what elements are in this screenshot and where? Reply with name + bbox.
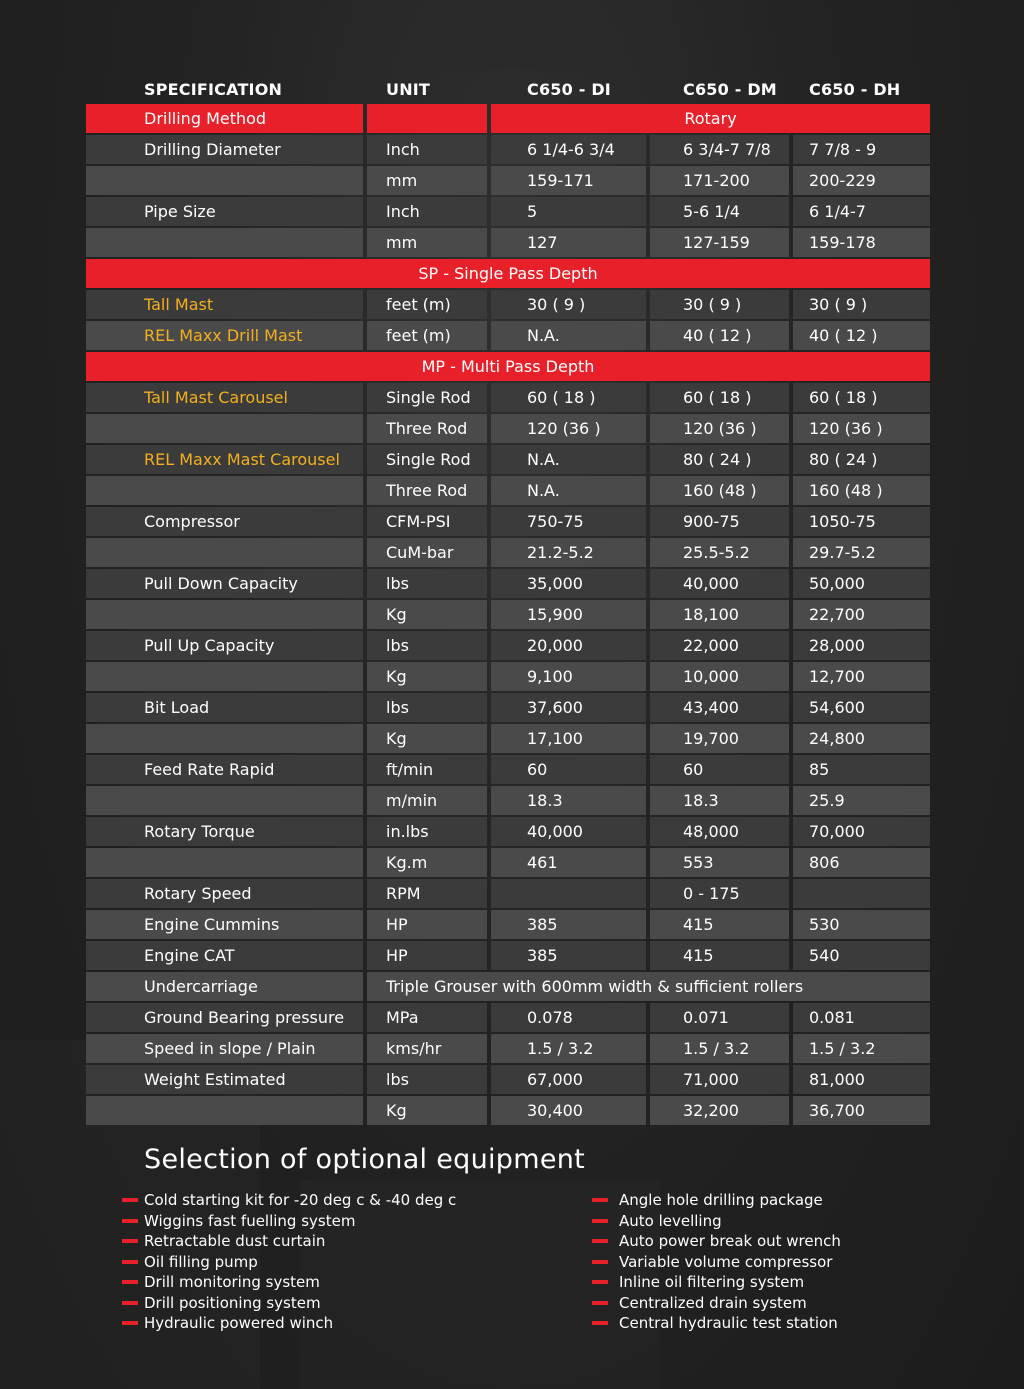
value-c650-di: 30 ( 9 ) [491,290,646,319]
spec-name [86,166,363,195]
value-c650-dh: 160 (48 ) [793,476,930,505]
value-c650-di: 35,000 [491,569,646,598]
spec-name: Pull Up Capacity [86,631,363,660]
value-c650-dh: 30 ( 9 ) [793,290,930,319]
value-c650-dm: 40,000 [650,569,789,598]
value-c650-dm: 18,100 [650,600,789,629]
value-c650-dm: 0 - 175 [650,879,789,908]
unit-cell: lbs [367,1065,487,1094]
value-c650-dm: 40 ( 12 ) [650,321,789,350]
optional-equipment-title: Selection of optional equipment [144,1144,586,1175]
table-row [86,1034,930,1065]
red-dash-bullet-icon [122,1260,138,1264]
spec-name [86,724,363,753]
spec-name: Tall Mast [86,290,363,319]
value-c650-dm: 19,700 [650,724,789,753]
unit-cell: Inch [367,135,487,164]
red-dash-bullet-icon [122,1301,138,1305]
unit-cell: feet (m) [367,321,487,350]
spec-name: Drilling Diameter [86,135,363,164]
red-dash-bullet-icon [122,1198,138,1202]
spec-name: Weight Estimated [86,1065,363,1094]
list-item-label: Wiggins fast fuelling system [144,1211,356,1230]
value-c650-dm: 5-6 1/4 [650,197,789,226]
red-dash-bullet-icon [122,1321,138,1325]
spec-name: Feed Rate Rapid [86,755,363,784]
list-item-label: Inline oil filtering system [619,1273,805,1291]
value-c650-di: 37,600 [491,693,646,722]
value-c650-di: 159-171 [491,166,646,195]
value-c650-di: N.A. [491,321,646,350]
value-c650-dm: 71,000 [650,1065,789,1094]
header-unit: UNIT [386,80,431,99]
value-c650-di: 0.078 [491,1003,646,1032]
table-row [86,724,930,755]
value-c650-di: N.A. [491,476,646,505]
spec-name: REL Maxx Mast Carousel [86,445,363,474]
list-item-label: Drill monitoring system [144,1273,320,1291]
value-c650-dm: 60 [650,755,789,784]
spec-name: Compressor [86,507,363,536]
value-c650-dh: 0.081 [793,1003,930,1032]
table-row [86,972,930,1003]
section-header: MP - Multi Pass Depth [86,352,930,381]
table-row [86,693,930,724]
unit-cell: in.lbs [367,817,487,846]
unit-cell: CFM-PSI [367,507,487,536]
value-c650-dh: 50,000 [793,569,930,598]
value-c650-di: 30,400 [491,1096,646,1125]
value-c650-dh: 540 [793,941,930,970]
value-c650-dm: 160 (48 ) [650,476,789,505]
unit-cell: Single Rod [367,445,487,474]
unit-cell: m/min [367,786,487,815]
unit-cell: Kg [367,724,487,753]
value-c650-dh: 200-229 [793,166,930,195]
value-c650-di: 60 [491,755,646,784]
value-c650-dm: 48,000 [650,817,789,846]
list-item-label: Variable volume compressor [619,1252,833,1271]
unit-cell: mm [367,228,487,257]
spec-name [86,476,363,505]
value-c650-dm: 30 ( 9 ) [650,290,789,319]
unit-cell: kms/hr [367,1034,487,1063]
value-c650-di: N.A. [491,445,646,474]
spec-name: Bit Load [86,693,363,722]
red-dash-bullet-icon [592,1260,608,1264]
value-c650-dh: 1.5 / 3.2 [793,1034,930,1063]
table-row [86,414,930,445]
value-c650-dh: 6 1/4-7 [793,197,930,226]
header-model-dh: C650 - DH [809,80,901,99]
spec-name [86,1096,363,1125]
value-c650-dh: 81,000 [793,1065,930,1094]
value-c650-dh: 85 [793,755,930,784]
unit-cell: mm [367,166,487,195]
red-dash-bullet-icon [592,1239,608,1243]
value-c650-dm: 18.3 [650,786,789,815]
value-c650-dm: 60 ( 18 ) [650,383,789,412]
red-dash-bullet-icon [592,1280,608,1284]
value-c650-dh: 25.9 [793,786,930,815]
table-row [86,786,930,817]
value-c650-dh: 80 ( 24 ) [793,445,930,474]
spec-name [86,848,363,877]
list-item-label: Drill positioning system [144,1293,321,1312]
table-row [86,1065,930,1096]
unit-cell: HP [367,910,487,939]
table-header-row [86,74,930,104]
spec-name: REL Maxx Drill Mast [86,321,363,350]
red-dash-bullet-icon [592,1198,608,1202]
unit-cell: lbs [367,569,487,598]
value-c650-dh: 530 [793,910,930,939]
value-c650-dm: 127-159 [650,228,789,257]
list-item-label: Cold starting kit for -20 deg c & -40 deg c [144,1191,457,1209]
value-c650-dh: 29.7-5.2 [793,538,930,567]
red-dash-bullet-icon [592,1321,608,1325]
table-row [86,321,930,352]
value-c650-di: 17,100 [491,724,646,753]
table-row [86,135,930,166]
spec-name: Engine CAT [86,941,363,970]
value-c650-di: 60 ( 18 ) [491,383,646,412]
value-c650-di: 9,100 [491,662,646,691]
list-item-label: Hydraulic powered winch [144,1314,334,1332]
spec-name [86,414,363,443]
value-c650-di: 461 [491,848,646,877]
header-model-dm: C650 - DM [683,80,777,99]
list-item-label: Auto power break out wrench [619,1232,841,1250]
value-c650-dh: 159-178 [793,228,930,257]
table-row [86,631,930,662]
value-c650-di: 750-75 [491,507,646,536]
value-c650-di: 20,000 [491,631,646,660]
spec-name [86,228,363,257]
value-c650-dh: 22,700 [793,600,930,629]
value-c650-dm: 171-200 [650,166,789,195]
spec-name: Ground Bearing pressure [86,1003,363,1032]
value-c650-di: 120 (36 ) [491,414,646,443]
spec-name: Rotary Torque [86,817,363,846]
unit-cell: Single Rod [367,383,487,412]
table-row [86,817,930,848]
list-item-label: Angle hole drilling package [619,1191,823,1209]
value-c650-dm: 553 [650,848,789,877]
value-c650-dm: 10,000 [650,662,789,691]
header-model-di: C650 - DI [527,80,611,99]
value-c650-di: 5 [491,197,646,226]
unit-cell: MPa [367,1003,487,1032]
list-item-label: Auto levelling [619,1211,722,1230]
red-dash-bullet-icon [592,1301,608,1305]
table-row [86,569,930,600]
value-c650-di: 15,900 [491,600,646,629]
value-c650-dh: 806 [793,848,930,877]
value-c650-dh: 54,600 [793,693,930,722]
header-specification: SPECIFICATION [144,80,283,99]
section-value: Rotary [491,104,930,133]
red-dash-bullet-icon [122,1239,138,1243]
unit-cell: ft/min [367,755,487,784]
table-row [86,166,930,197]
value-c650-dh: 60 ( 18 ) [793,383,930,412]
unit-cell: Kg [367,662,487,691]
spec-name: Speed in slope / Plain [86,1034,363,1063]
table-row [86,104,930,135]
value-c650-dm: 80 ( 24 ) [650,445,789,474]
spec-name: Tall Mast Carousel [86,383,363,412]
value-c650-dm: 22,000 [650,631,789,660]
unit-cell: CuM-bar [367,538,487,567]
spanning-value: Triple Grouser with 600mm width & sufficient rollers [367,972,930,1001]
value-c650-dh: 7 7/8 - 9 [793,135,930,164]
spec-name: Pipe Size [86,197,363,226]
list-item-label: Centralized drain system [619,1293,807,1312]
table-row [86,352,930,383]
value-c650-dm: 415 [650,941,789,970]
table-row [86,507,930,538]
value-c650-dm: 900-75 [650,507,789,536]
value-c650-dm: 415 [650,910,789,939]
unit-cell: lbs [367,693,487,722]
spec-name: Engine Cummins [86,910,363,939]
value-c650-dh: 70,000 [793,817,930,846]
spec-name: Pull Down Capacity [86,569,363,598]
list-item-label: Retractable dust curtain [144,1232,326,1250]
value-c650-dh: 40 ( 12 ) [793,321,930,350]
background-machine-shape [420,0,600,70]
table-row [86,383,930,414]
unit-cell: Kg [367,1096,487,1125]
value-c650-dm: 0.071 [650,1003,789,1032]
table-row [86,1003,930,1034]
red-dash-bullet-icon [122,1280,138,1284]
table-row [86,290,930,321]
table-row [86,848,930,879]
table-row [86,228,930,259]
table-row [86,476,930,507]
red-dash-bullet-icon [122,1219,138,1223]
value-c650-di: 6 1/4-6 3/4 [491,135,646,164]
spec-name [86,600,363,629]
unit-cell: Kg [367,600,487,629]
list-item-label: Oil filling pump [144,1252,258,1271]
value-c650-dm: 6 3/4-7 7/8 [650,135,789,164]
spec-name [86,662,363,691]
spec-name [86,538,363,567]
value-c650-di [491,879,646,908]
table-row [86,755,930,786]
spec-name: Drilling Method [86,104,363,133]
table-row [86,197,930,228]
spec-name [86,786,363,815]
value-c650-di: 1.5 / 3.2 [491,1034,646,1063]
unit-cell: feet (m) [367,290,487,319]
table-row [86,600,930,631]
spec-name: Undercarriage [86,972,363,1001]
unit-cell: RPM [367,879,487,908]
value-c650-dh: 1050-75 [793,507,930,536]
unit-cell [367,104,487,133]
value-c650-dm: 43,400 [650,693,789,722]
section-header: SP - Single Pass Depth [86,259,930,288]
value-c650-dh: 120 (36 ) [793,414,930,443]
unit-cell: Inch [367,197,487,226]
specification-table [86,74,930,1127]
value-c650-dh: 24,800 [793,724,930,753]
value-c650-di: 385 [491,910,646,939]
table-row [86,941,930,972]
value-c650-di: 67,000 [491,1065,646,1094]
table-row [86,662,930,693]
value-c650-di: 40,000 [491,817,646,846]
value-c650-dh: 28,000 [793,631,930,660]
red-dash-bullet-icon [592,1219,608,1223]
value-c650-dm: 32,200 [650,1096,789,1125]
table-row [86,910,930,941]
value-c650-dm: 120 (36 ) [650,414,789,443]
table-row [86,1096,930,1127]
value-c650-dh: 36,700 [793,1096,930,1125]
unit-cell: lbs [367,631,487,660]
table-body [86,104,930,1127]
unit-cell: HP [367,941,487,970]
value-c650-dm: 1.5 / 3.2 [650,1034,789,1063]
value-c650-di: 18.3 [491,786,646,815]
table-row [86,538,930,569]
value-c650-di: 127 [491,228,646,257]
value-c650-dh [793,879,930,908]
value-c650-dh: 12,700 [793,662,930,691]
list-item-label: Central hydraulic test station [619,1314,838,1332]
table-row [86,445,930,476]
unit-cell: Kg.m [367,848,487,877]
table-row [86,259,930,290]
value-c650-di: 385 [491,941,646,970]
spec-name: Rotary Speed [86,879,363,908]
unit-cell: Three Rod [367,476,487,505]
value-c650-dm: 25.5-5.2 [650,538,789,567]
value-c650-di: 21.2-5.2 [491,538,646,567]
unit-cell: Three Rod [367,414,487,443]
table-row [86,879,930,910]
